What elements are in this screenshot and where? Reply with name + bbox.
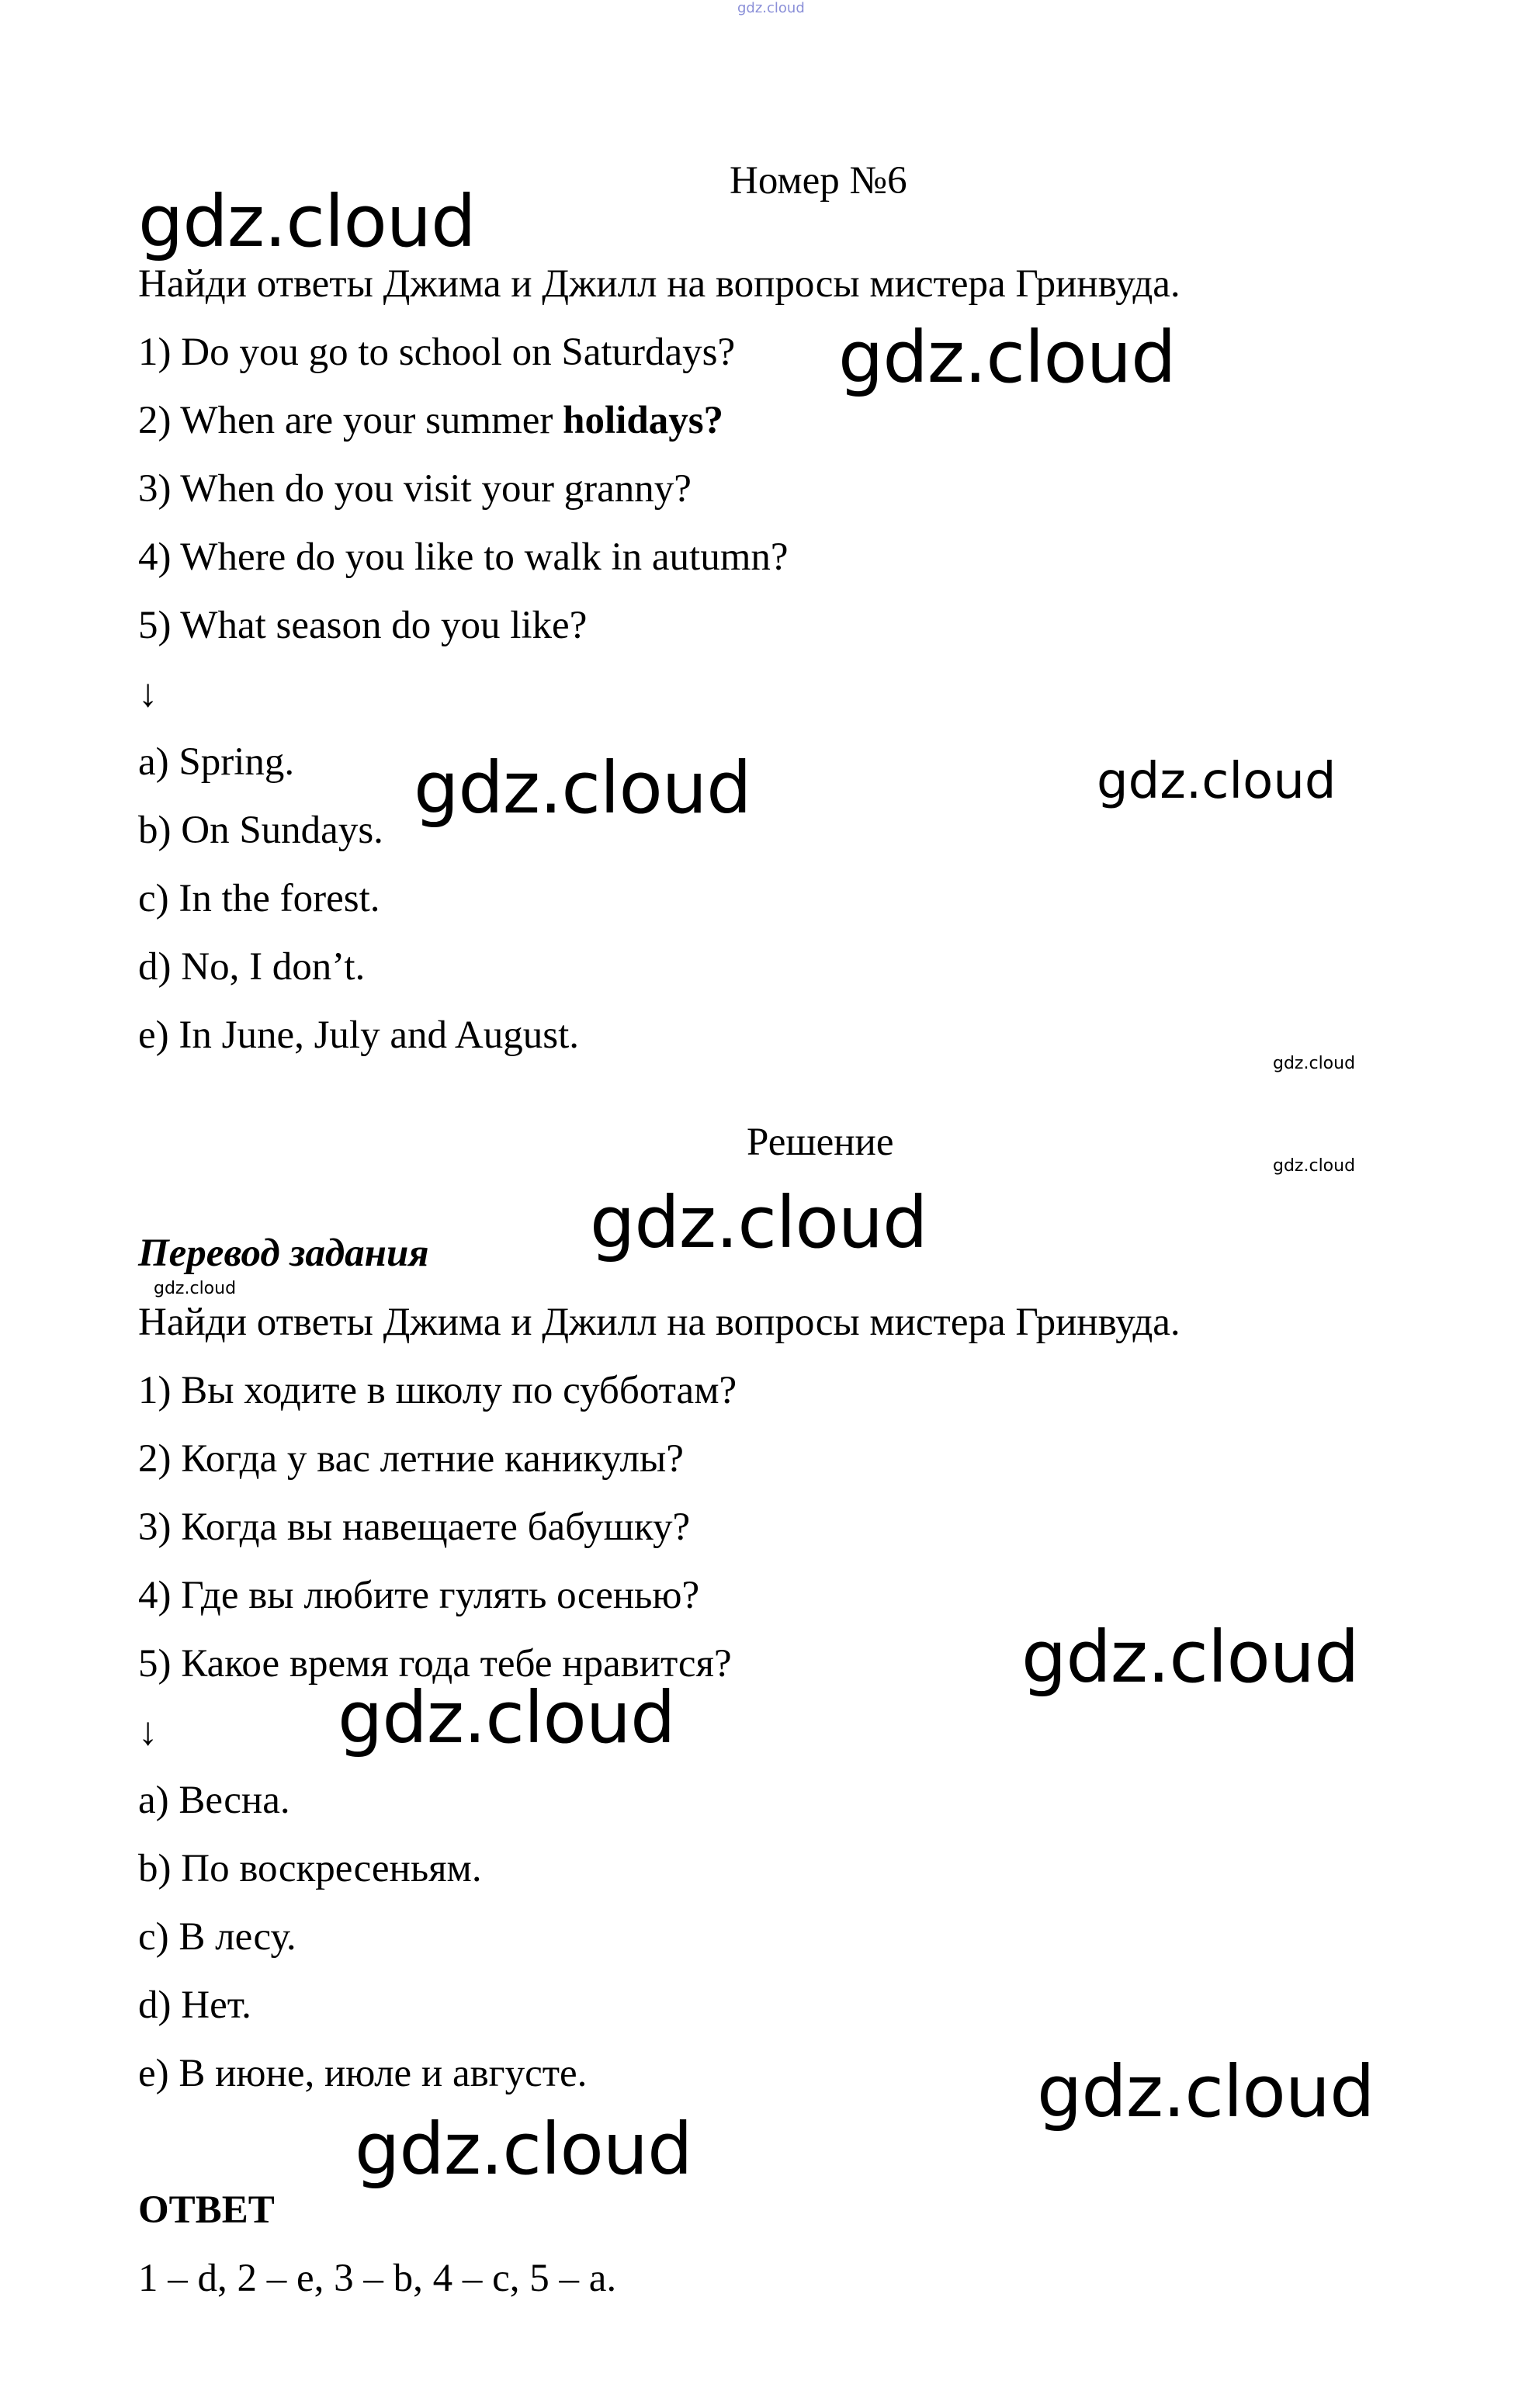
translation-question-4: 4) Где вы любите гулять осенью? (138, 1574, 700, 1617)
answer-b: b) On Sundays. (138, 809, 383, 852)
watermark: gdz.cloud (838, 316, 1176, 399)
watermark: gdz.cloud (1097, 753, 1337, 810)
question-2-bold: holidays? (563, 399, 724, 442)
page-title: Номер №6 (730, 159, 907, 203)
answer-a: a) Spring. (138, 740, 295, 784)
translation-question-5: 5) Какое время года тебе нравится? (138, 1642, 732, 1686)
translation-answer-b: b) По воскресеньям. (138, 1847, 482, 1890)
watermark: gdz.cloud (414, 747, 751, 830)
watermark-small: gdz.cloud (1273, 1156, 1356, 1176)
question-2-text: 2) When are your summer (138, 399, 563, 442)
watermark: gdz.cloud (355, 2108, 692, 2191)
question-5: 5) What season do you like? (138, 604, 588, 647)
translation-question-2: 2) Когда у вас летние каникулы? (138, 1437, 684, 1481)
question-4: 4) Where do you like to walk in autumn? (138, 535, 789, 579)
translation-answer-d: d) Нет. (138, 1984, 251, 2027)
watermark: gdz.cloud (1021, 1616, 1359, 1699)
answer-c: c) In the forest. (138, 877, 380, 920)
question-1: 1) Do you go to school on Saturdays? (138, 331, 736, 374)
answer-e: e) In June, July and August. (138, 1013, 580, 1057)
watermark: gdz.cloud (590, 1181, 927, 1264)
watermark-small: gdz.cloud (154, 1279, 237, 1298)
arrow-down: ↓ (138, 672, 158, 715)
question-3: 3) When do you visit your granny? (138, 467, 692, 511)
answer-text: 1 – d, 2 – e, 3 – b, 4 – c, 5 – a. (138, 2257, 617, 2300)
translation-title: Перевод задания (138, 1232, 429, 1275)
translation-answer-a: a) Весна. (138, 1779, 290, 1822)
translation-answer-e: e) В июне, июле и августе. (138, 2052, 588, 2095)
translation-question-1: 1) Вы ходите в школу по субботам? (138, 1369, 737, 1412)
answer-d: d) No, I don’t. (138, 945, 366, 989)
watermark: gdz.cloud (138, 180, 476, 263)
translation-question-3: 3) Когда вы навещаете бабушку? (138, 1505, 691, 1549)
watermark-small: gdz.cloud (1273, 1054, 1356, 1073)
watermark-top: gdz.cloud (737, 0, 805, 16)
watermark: gdz.cloud (1037, 2050, 1375, 2133)
translation-answer-c: c) В лесу. (138, 1915, 296, 1959)
answer-title: ОТВЕТ (138, 2188, 275, 2232)
translation-instruction: Найди ответы Джима и Джилл на вопросы мистера Гринвуда. (138, 1301, 1181, 1344)
task-instruction: Найди ответы Джима и Джилл на вопросы мистера Гринвуда. (138, 262, 1181, 306)
question-2 (138, 397, 723, 444)
solution-heading: Решение (747, 1121, 894, 1164)
watermark: gdz.cloud (338, 1676, 675, 1759)
translation-arrow-down: ↓ (138, 1710, 158, 1754)
